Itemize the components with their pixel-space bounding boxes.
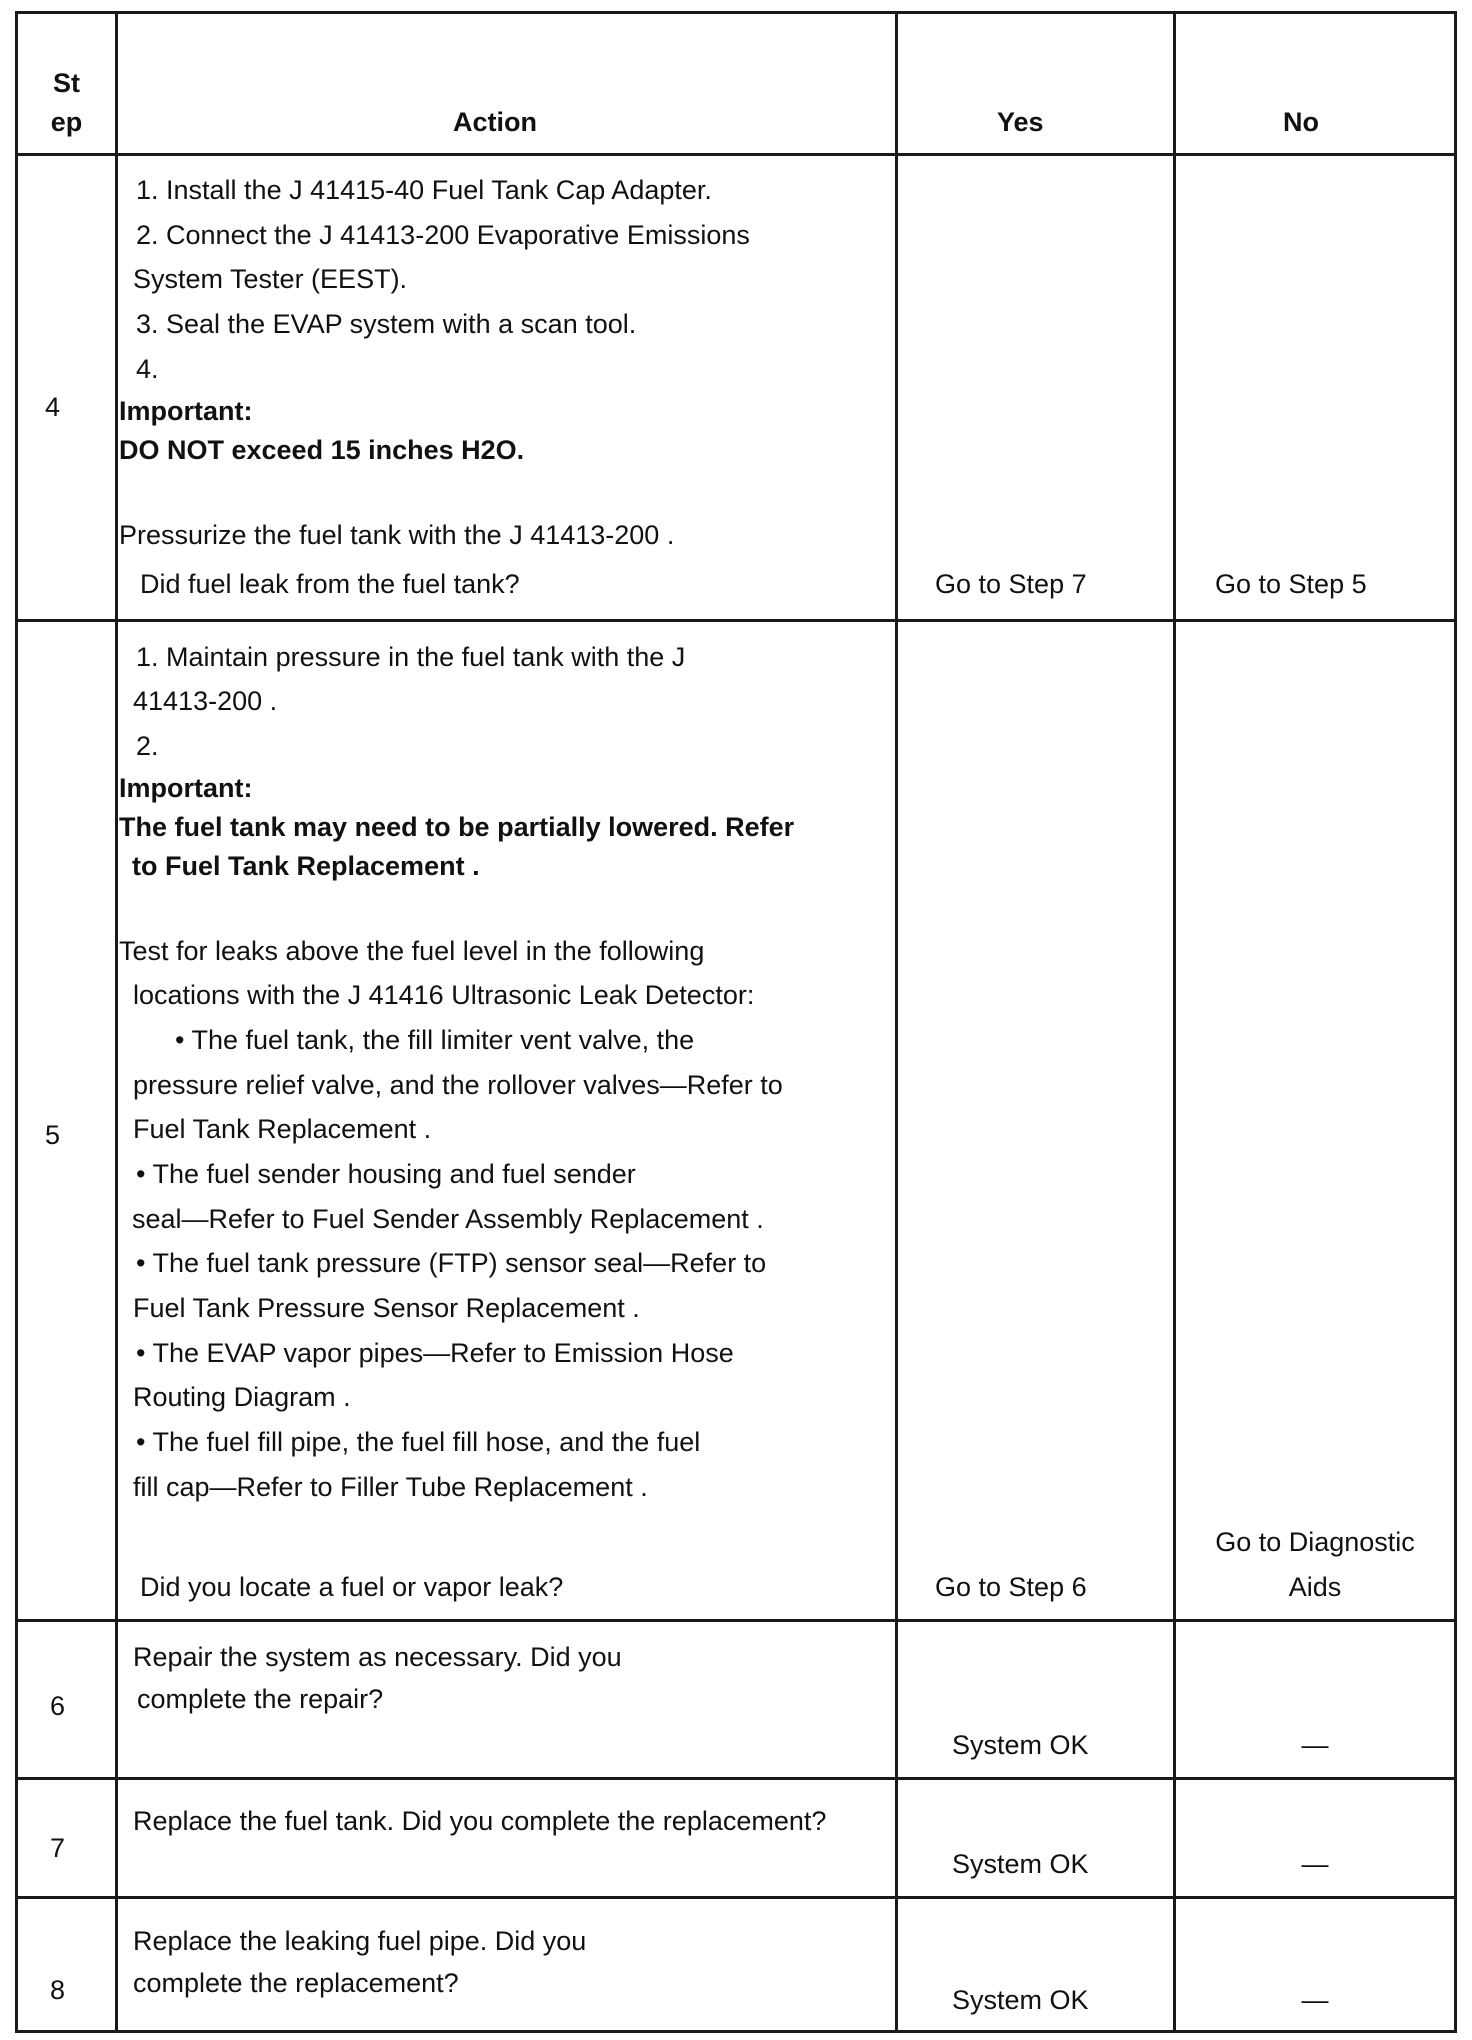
- important-note: to Fuel Tank Replacement .: [132, 851, 480, 881]
- action-line: locations with the J 41416 Ultrasonic Leak Detector:: [133, 980, 755, 1010]
- action-line: 3. Seal the EVAP system with a scan tool.: [136, 309, 637, 339]
- action-line: Replace the leaking fuel pipe. Did you: [133, 1926, 587, 1956]
- header-step-line1: St: [53, 68, 80, 98]
- table-border-right: [1454, 11, 1457, 2033]
- action-line: complete the repair?: [137, 1684, 384, 1714]
- action-line: 1. Install the J 41415-40 Fuel Tank Cap Adapter.: [136, 175, 712, 205]
- action-line: Routing Diagram .: [133, 1382, 351, 1412]
- yes-result: Go to Step 7: [935, 569, 1087, 599]
- action-line: System Tester (EEST).: [133, 264, 408, 294]
- no-result: Aids: [1288, 1572, 1342, 1602]
- bullet-item: • The EVAP vapor pipes—Refer to Emission Hose: [136, 1338, 734, 1368]
- yes-result: System OK: [952, 1730, 1089, 1760]
- table-border-top: [15, 11, 1457, 14]
- action-line: 2.: [136, 731, 159, 761]
- action-line: seal—Refer to Fuel Sender Assembly Replacement .: [132, 1204, 764, 1234]
- bullet-item: • The fuel sender housing and fuel sender: [136, 1159, 636, 1189]
- row-divider-step7: [15, 1896, 1457, 1899]
- action-line: complete the replacement?: [133, 1968, 459, 1998]
- row-divider-step4: [15, 619, 1457, 622]
- header-step-line2: ep: [50, 107, 83, 137]
- action-line: Fuel Tank Replacement .: [133, 1114, 432, 1144]
- action-line: Replace the fuel tank. Did you complete the replacement?: [133, 1806, 827, 1836]
- bullet-item: • The fuel tank pressure (FTP) sensor seal—Refer to: [136, 1248, 767, 1278]
- header-yes: Yes: [997, 107, 1044, 137]
- row-divider-step5: [15, 1619, 1457, 1622]
- bullet-item: • The fuel tank, the fill limiter vent valve, the: [175, 1025, 695, 1055]
- important-note: The fuel tank may need to be partially lowered. Refer: [119, 812, 795, 842]
- action-line: Pressurize the fuel tank with the J 41413-200 .: [119, 520, 675, 550]
- header-action: Action: [453, 107, 537, 137]
- step-number: 5: [45, 1120, 61, 1150]
- step-number: 7: [50, 1833, 66, 1863]
- step-number: 8: [50, 1975, 66, 2005]
- action-line: fill cap—Refer to Filler Tube Replacement .: [133, 1472, 648, 1502]
- row-divider-step6: [15, 1777, 1457, 1780]
- diagnostic-table: [15, 11, 1457, 2033]
- action-line: 4.: [136, 354, 159, 384]
- column-divider-action: [895, 11, 898, 2033]
- important-label: Important:: [119, 773, 253, 803]
- question-text: Did you locate a fuel or vapor leak?: [140, 1572, 564, 1602]
- step-number: 6: [50, 1691, 66, 1721]
- no-result: Go to Step 5: [1215, 569, 1367, 599]
- question-text: Did fuel leak from the fuel tank?: [140, 569, 520, 599]
- header-no: No: [1283, 107, 1319, 137]
- important-note: DO NOT exceed 15 inches H2O.: [119, 435, 525, 465]
- action-line: pressure relief valve, and the rollover valves—Refer to: [133, 1070, 783, 1100]
- row-divider-header: [15, 153, 1457, 156]
- action-line: Test for leaks above the fuel level in the following: [119, 936, 705, 966]
- yes-result: System OK: [952, 1985, 1089, 2015]
- yes-result: Go to Step 6: [935, 1572, 1087, 1602]
- no-result: —: [1301, 1730, 1329, 1760]
- no-result: —: [1301, 1985, 1329, 2015]
- table-border-left: [15, 11, 18, 2033]
- no-result: —: [1301, 1849, 1329, 1879]
- yes-result: System OK: [952, 1849, 1089, 1879]
- action-line: Repair the system as necessary. Did you: [133, 1642, 622, 1672]
- action-line: 1. Maintain pressure in the fuel tank with the J: [136, 642, 686, 672]
- no-result: Go to Diagnostic: [1215, 1527, 1415, 1557]
- action-line: 2. Connect the J 41413-200 Evaporative Emissions: [136, 220, 750, 250]
- column-divider-step: [115, 11, 118, 2033]
- table-border-bottom: [15, 2030, 1457, 2033]
- step-number: 4: [45, 392, 61, 422]
- action-line: 41413-200 .: [133, 686, 278, 716]
- bullet-item: • The fuel fill pipe, the fuel fill hose, and the fuel: [136, 1427, 701, 1457]
- important-label: Important:: [119, 396, 253, 426]
- action-line: Fuel Tank Pressure Sensor Replacement .: [133, 1293, 640, 1323]
